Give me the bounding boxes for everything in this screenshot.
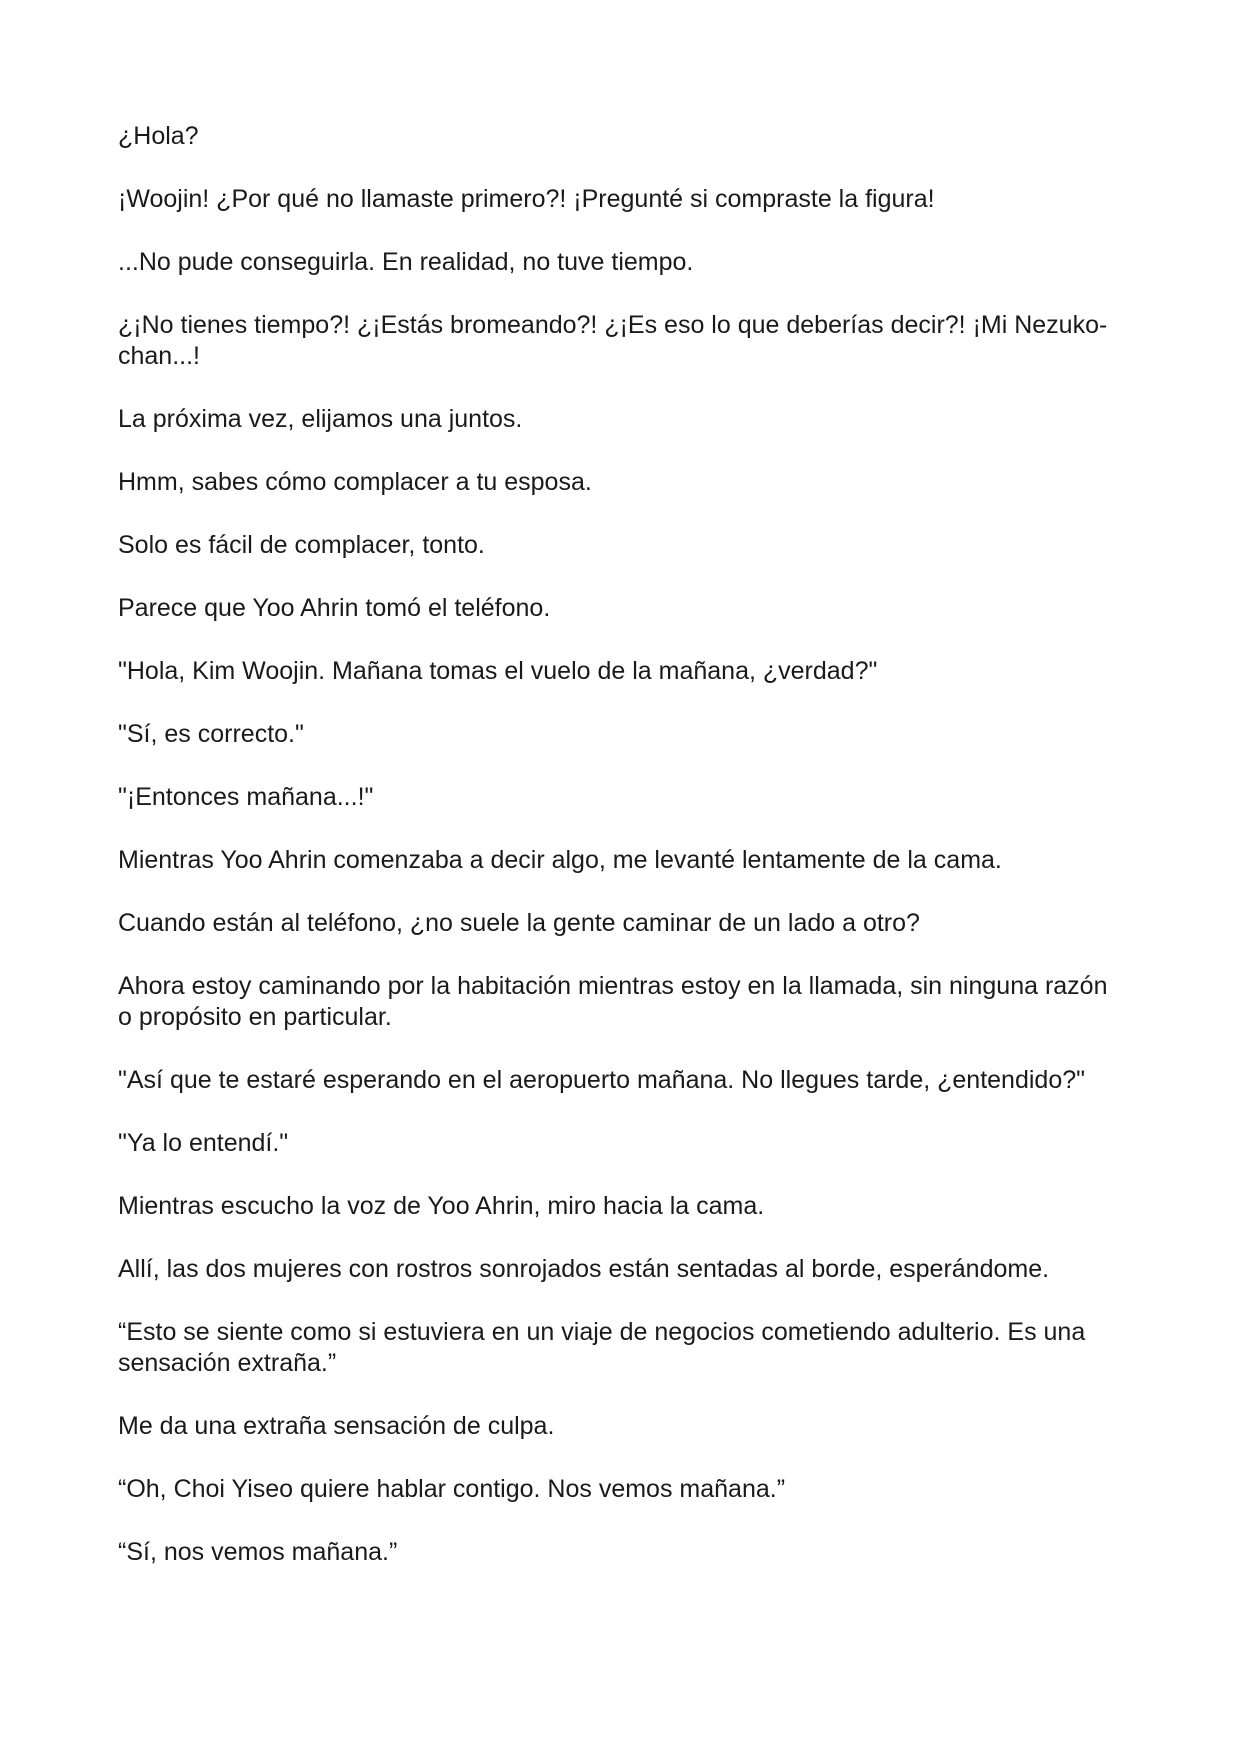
paragraph: ¿¡No tienes tiempo?! ¿¡Estás bromeando?! ¿¡Es eso lo que deberías decir?! ¡Mi Nezuko-chan...! — [118, 311, 1108, 370]
paragraph: Cuando están al teléfono, ¿no suele la gente caminar de un lado a otro? — [118, 909, 920, 937]
paragraph: La próxima vez, elijamos una juntos. — [118, 405, 523, 433]
paragraph: "Hola, Kim Woojin. Mañana tomas el vuelo de la mañana, ¿verdad?" — [118, 657, 878, 685]
paragraph: Allí, las dos mujeres con rostros sonrojados están sentadas al borde, esperándome. — [118, 1255, 1050, 1283]
paragraph: Mientras Yoo Ahrin comenzaba a decir algo, me levanté lentamente de la cama. — [118, 846, 1002, 874]
paragraph: Me da una extraña sensación de culpa. — [118, 1412, 555, 1440]
paragraph: Hmm, sabes cómo complacer a tu esposa. — [118, 468, 592, 496]
paragraph: Parece que Yoo Ahrin tomó el teléfono. — [118, 594, 551, 622]
paragraph: "Sí, es correcto." — [118, 720, 304, 748]
paragraph: Ahora estoy caminando por la habitación mientras estoy en la llamada, sin ninguna razón o propósito en particular. — [118, 972, 1108, 1031]
paragraph: “Sí, nos vemos mañana.” — [118, 1538, 398, 1566]
paragraph: “Esto se siente como si estuviera en un viaje de negocios cometiendo adulterio. Es una sensación extraña.” — [118, 1318, 1086, 1377]
paragraph: ¡Woojin! ¿Por qué no llamaste primero?! ¡Pregunté si compraste la figura! — [118, 185, 935, 213]
paragraph: ...No pude conseguirla. En realidad, no tuve tiempo. — [118, 248, 694, 276]
paragraph: "Así que te estaré esperando en el aeropuerto mañana. No llegues tarde, ¿entendido?" — [118, 1066, 1086, 1094]
paragraph: Mientras escucho la voz de Yoo Ahrin, miro hacia la cama. — [118, 1192, 765, 1220]
paragraph: Solo es fácil de complacer, tonto. — [118, 531, 485, 559]
paragraph: "¡Entonces mañana...!" — [118, 783, 374, 811]
document-body — [118, 121, 1128, 1600]
paragraph: ¿Hola? — [118, 122, 199, 150]
paragraph: "Ya lo entendí." — [118, 1129, 289, 1157]
paragraph: “Oh, Choi Yiseo quiere hablar contigo. Nos vemos mañana.” — [118, 1475, 786, 1503]
